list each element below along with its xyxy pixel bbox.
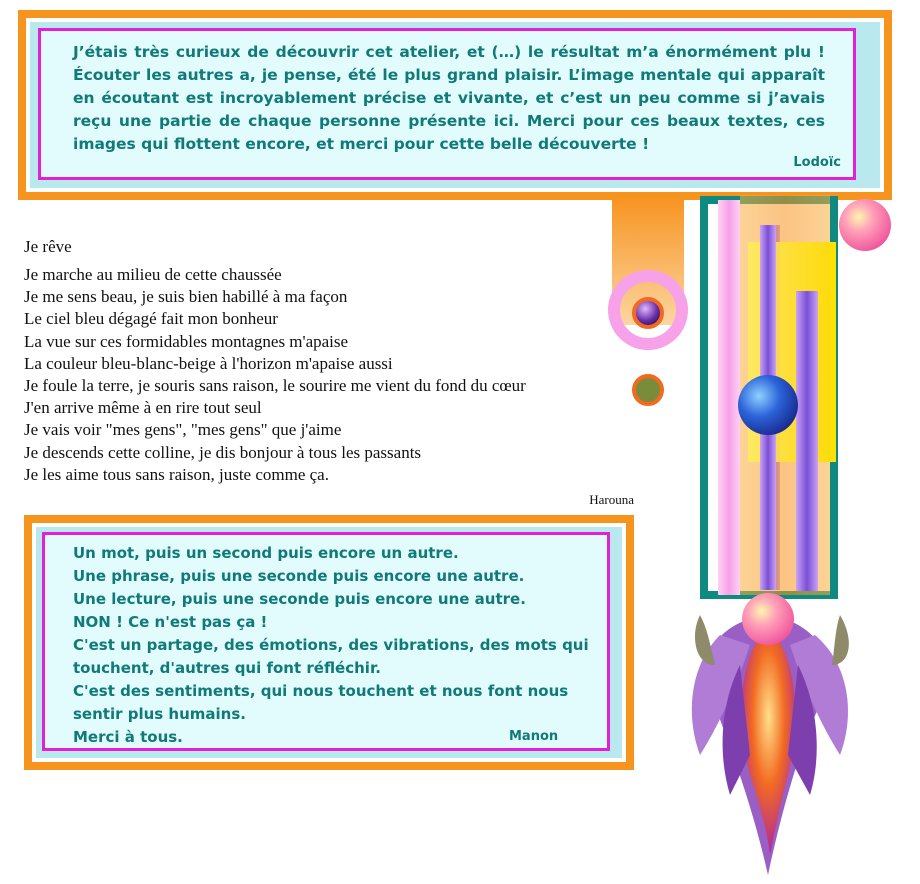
testimonial-top-text: J’étais très curieux de découvrir cet atelier, et (…) le résultat m’a énormément plu ! Écouter les autres a, je pense, été le plus grand plaisir. L’image mentale qui apparaît en écoutant est incroyablement précise et vivante, et c’est un peu comme si j’avais reçu une partie de chaque personne présente ici. Merci pour ces beaux textes, ces images qui flottent encore, et merci pour cette belle découverte !	[73, 43, 825, 153]
flower-image	[692, 615, 849, 875]
poem-line: Je les aime tous sans raison, juste comme ça.	[24, 464, 329, 484]
poem-line: Je marche au milieu de cette chaussée	[24, 265, 282, 284]
decorative-art	[600, 195, 900, 884]
testimonial-bottom-author: Manon	[509, 729, 559, 744]
poem-line: Je vais voir "mes gens", "mes gens" que j'aime	[24, 420, 342, 440]
poem-line: Je me sens beau, je suis bien habillé à ma façon	[24, 287, 348, 307]
testimonial-bottom-line: sentir plus humains.	[73, 705, 246, 723]
testimonial-bottom-text	[73, 542, 603, 749]
testimonial-bottom-line: C'est un partage, des émotions, des vibrations, des mots qui	[73, 636, 589, 654]
poem-line: La couleur bleu-blanc-beige à l'horizon m'apaise aussi	[24, 353, 393, 373]
poem-line: J'en arrive même à en rire tout seul	[24, 398, 262, 418]
testimonial-top-author: Lodoïc	[793, 155, 841, 170]
testimonial-card-top-inner	[38, 28, 856, 180]
testimonial-bottom-line: Un mot, puis un second puis encore un autre.	[73, 544, 459, 562]
testimonial-bottom-line: touchent, d'autres qui font réfléchir.	[73, 659, 381, 677]
poem-title: Je rêve	[24, 237, 72, 256]
testimonial-bottom-line: C'est des sentiments, qui nous touchent et nous font nous	[73, 682, 569, 700]
testimonial-bottom-line: Merci à tous.	[73, 728, 183, 746]
poem-line: Le ciel bleu dégagé fait mon bonheur	[24, 309, 278, 329]
poem	[24, 236, 634, 508]
poem-line: Je descends cette colline, je dis bonjour à tous les passants	[24, 442, 422, 462]
testimonial-bottom-line: Une lecture, puis une seconde puis encore une autre.	[73, 590, 526, 608]
poem-line: La vue sur ces formidables montagnes m'apaise	[24, 331, 349, 351]
testimonial-card-bottom-inner	[42, 532, 610, 751]
testimonial-bottom-line: Une phrase, puis une seconde puis encore une autre.	[73, 567, 525, 585]
poem-line: Je foule la terre, je souris sans raison, le sourire me vient du fond du cœur	[24, 376, 526, 396]
testimonial-bottom-line: NON ! Ce n'est pas ça !	[73, 613, 268, 631]
poem-author: Harouna	[589, 492, 634, 508]
